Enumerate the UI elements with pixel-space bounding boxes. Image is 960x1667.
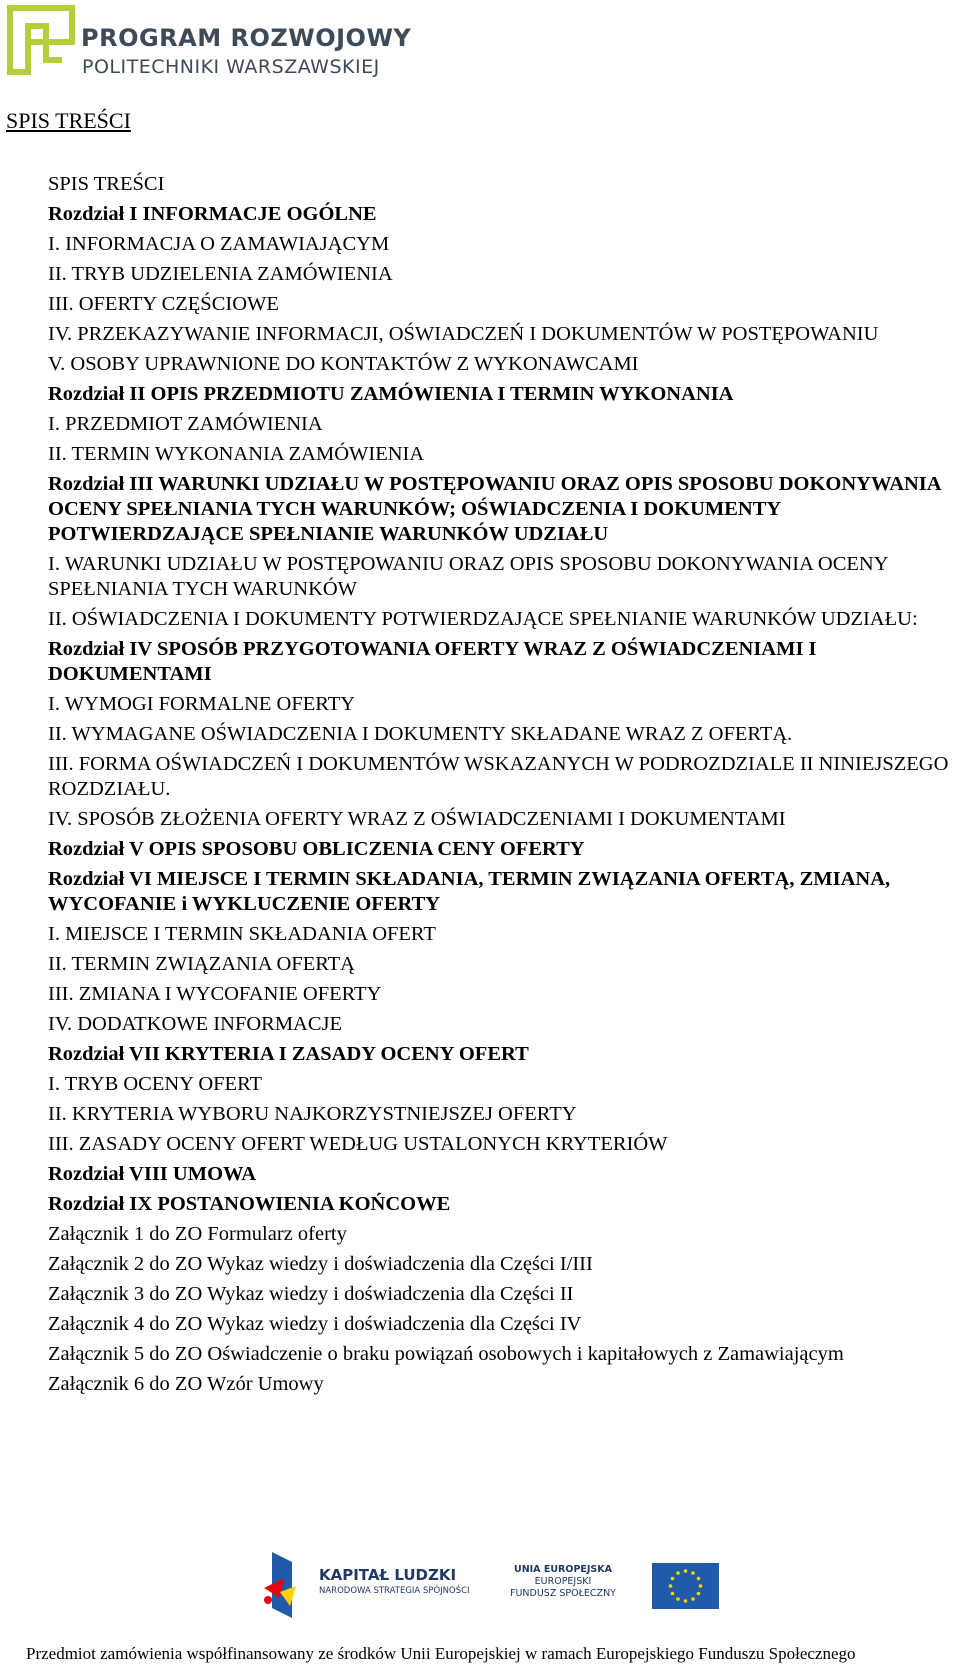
toc-item[interactable]: II. KRYTERIA WYBORU NAJKORZYSTNIEJSZEJ OFERTY (48, 1103, 577, 1125)
toc-chapter[interactable]: Rozdział VII KRYTERIA I ZASADY OCENY OFERT (48, 1043, 529, 1065)
toc-item[interactable]: Załącznik 5 do ZO Oświadczenie o braku powiązań osobowych i kapitałowych z Zamawiającym (48, 1343, 844, 1365)
toc-item[interactable]: III. OFERTY CZĘŚCIOWE (48, 293, 279, 315)
eu-flag-icon (652, 1563, 719, 1609)
eu-star-icon (676, 1571, 680, 1575)
toc-item[interactable]: I. TRYB OCENY OFERT (48, 1073, 263, 1095)
eu-star-icon (684, 1599, 688, 1603)
cofinancing-note: Przedmiot zamówienia współfinansowany ze środków Unii Europejskiej w ramach Europejskiego Funduszu Społecznego (26, 1644, 856, 1663)
toc-chapter[interactable]: Rozdział VI MIEJSCE I TERMIN SKŁADANIA, TERMIN ZWIĄZANIA OFERTĄ, ZMIANA, WYCOFANIE i WYKLUCZENIE OFERTY (48, 868, 891, 915)
eu-star-icon (691, 1597, 695, 1601)
eu-line1: UNIA EUROPEJSKA (513, 1564, 612, 1575)
kapital-ludzki-subtitle: NARODOWA STRATEGIA SPÓJNOŚCI (319, 1586, 470, 1596)
logo-line1: PROGRAM ROZWOJOWY (81, 24, 412, 52)
toc-chapter[interactable]: Rozdział IV SPOSÓB PRZYGOTOWANIA OFERTY WRAZ Z OŚWIADCZENIAMI I DOKUMENTAMI (48, 638, 817, 685)
toc-chapter[interactable]: Rozdział I INFORMACJE OGÓLNE (48, 203, 377, 225)
toc-item[interactable]: Załącznik 6 do ZO Wzór Umowy (48, 1373, 324, 1395)
toc-chapter[interactable]: Rozdział IX POSTANOWIENIA KOŃCOWE (48, 1193, 451, 1215)
footer-logos (262, 1548, 732, 1620)
toc-item[interactable]: I. WARUNKI UDZIAŁU W POSTĘPOWANIU ORAZ OPIS SPOSOBU DOKONYWANIA OCENY SPEŁNIANIA TYCH WARUNKÓW (48, 553, 888, 600)
toc-item[interactable]: IV. SPOSÓB ZŁOŻENIA OFERTY WRAZ Z OŚWIADCZENIAMI I DOKUMENTAMI (48, 808, 786, 830)
toc-item[interactable]: I. INFORMACJA O ZAMAWIAJĄCYM (48, 233, 390, 255)
toc-item[interactable]: II. WYMAGANE OŚWIADCZENIA I DOKUMENTY SKŁADANE WRAZ Z OFERTĄ. (48, 723, 793, 745)
toc-item[interactable]: III. FORMA OŚWIADCZEŃ I DOKUMENTÓW WSKAZANYCH W PODROZDZIALE II NINIEJSZEGO ROZDZIAŁU. (48, 753, 949, 800)
toc-item[interactable]: SPIS TREŚCI (48, 173, 165, 195)
toc-item[interactable]: Załącznik 1 do ZO Formularz oferty (48, 1223, 347, 1245)
toc-chapter[interactable]: Rozdział II OPIS PRZEDMIOTU ZAMÓWIENIA I TERMIN WYKONANIA (48, 383, 734, 405)
eu-star-icon (671, 1592, 675, 1596)
toc-item[interactable]: II. OŚWIADCZENIA I DOKUMENTY POTWIERDZAJĄCE SPEŁNIANIE WARUNKÓW UDZIAŁU: (48, 608, 918, 630)
eu-line2: EUROPEJSKI (534, 1576, 592, 1587)
toc-item[interactable]: V. OSOBY UPRAWNIONE DO KONTAKTÓW Z WYKONAWCAMI (48, 353, 639, 375)
eu-fund-text (510, 1564, 616, 1600)
toc-item[interactable]: IV. PRZEKAZYWANIE INFORMACJI, OŚWIADCZEŃ I DOKUMENTÓW W POSTĘPOWANIU (48, 323, 879, 345)
kapital-ludzki-logo-icon (262, 1548, 314, 1620)
toc-chapter[interactable]: Rozdział V OPIS SPOSOBU OBLICZENIA CENY OFERTY (48, 838, 585, 860)
document-heading: SPIS TREŚCI (6, 108, 131, 133)
logo-line2: POLITECHNIKI WARSZAWSKIEJ (82, 56, 380, 78)
toc-item[interactable]: II. TERMIN ZWIĄZANIA OFERTĄ (48, 953, 355, 975)
eu-star-icon (699, 1584, 703, 1588)
toc-item[interactable]: Załącznik 3 do ZO Wykaz wiedzy i doświadczenia dla Części II (48, 1283, 574, 1305)
toc-chapter[interactable]: Rozdział VIII UMOWA (48, 1163, 257, 1185)
toc-item[interactable]: III. ZASADY OCENY OFERT WEDŁUG USTALONYCH KRYTERIÓW (48, 1133, 668, 1155)
toc-item[interactable]: I. MIEJSCE I TERMIN SKŁADANIA OFERT (48, 923, 436, 945)
program-logo (6, 4, 416, 82)
toc-item[interactable]: Załącznik 4 do ZO Wykaz wiedzy i doświadczenia dla Części IV (48, 1313, 582, 1335)
eu-star-icon (697, 1592, 701, 1596)
toc-item[interactable]: Załącznik 2 do ZO Wykaz wiedzy i doświadczenia dla Części I/III (48, 1253, 593, 1275)
eu-star-icon (691, 1571, 695, 1575)
toc-item[interactable]: IV. DODATKOWE INFORMACJE (48, 1013, 343, 1035)
toc-item[interactable]: I. WYMOGI FORMALNE OFERTY (48, 693, 356, 715)
eu-star-icon (684, 1569, 688, 1573)
program-logo-mark-icon (6, 4, 76, 76)
eu-line3: FUNDUSZ SPOŁECZNY (510, 1588, 616, 1599)
eu-star-icon (676, 1597, 680, 1601)
toc-item[interactable]: I. PRZEDMIOT ZAMÓWIENIA (48, 413, 323, 435)
toc-item[interactable]: II. TRYB UDZIELENIA ZAMÓWIENIA (48, 263, 393, 285)
toc-chapter[interactable]: Rozdział III WARUNKI UDZIAŁU W POSTĘPOWANIU ORAZ OPIS SPOSOBU DOKONYWANIA OCENY SPEŁNIANIA TYCH WARUNKÓW; OŚWIADCZENIA I DOKUMENTY POTWIERDZAJĄCE SPEŁNIANIE WARUNKÓW UDZIAŁU (48, 473, 941, 545)
toc-item[interactable]: III. ZMIANA I WYCOFANIE OFERTY (48, 983, 382, 1005)
table-of-contents (48, 172, 958, 1397)
toc-item[interactable]: II. TERMIN WYKONANIA ZAMÓWIENIA (48, 443, 425, 465)
eu-star-icon (697, 1577, 701, 1581)
eu-star-icon (671, 1577, 675, 1581)
kapital-ludzki-title: KAPITAŁ LUDZKI (319, 1566, 457, 1584)
eu-star-icon (669, 1584, 673, 1588)
